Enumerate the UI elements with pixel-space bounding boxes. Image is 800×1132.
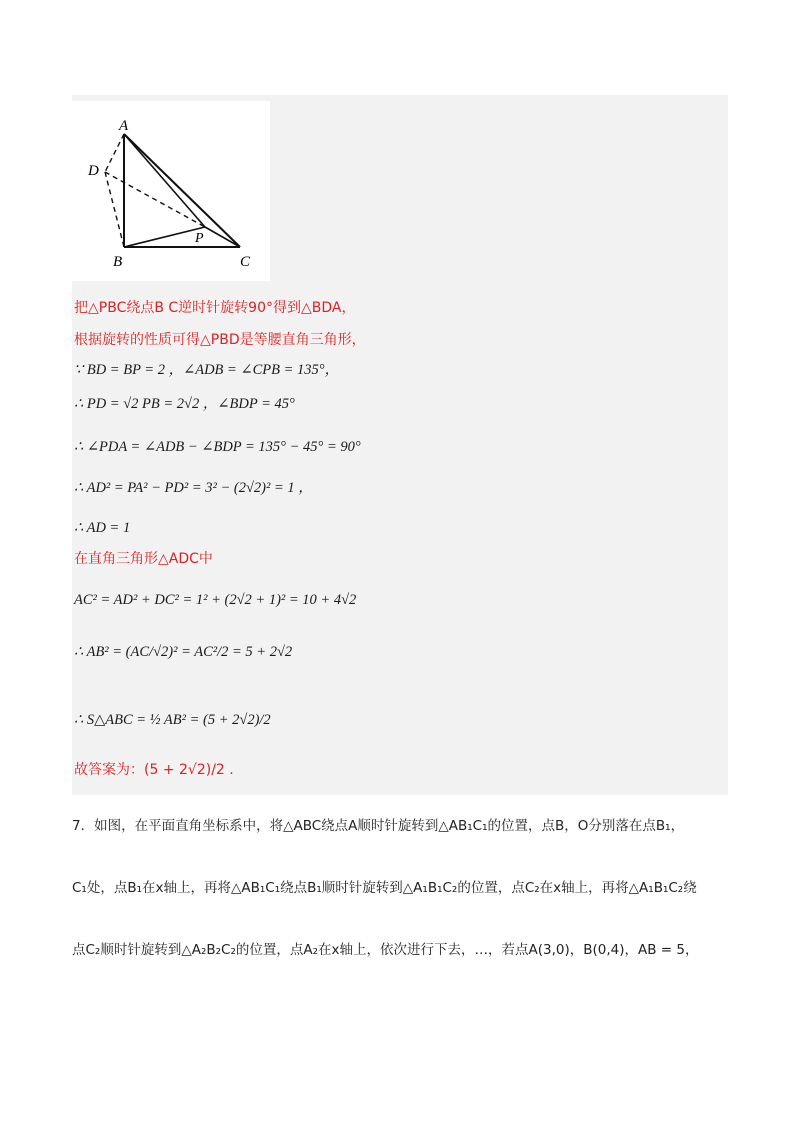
question-line-2: C₁处，点B₁在x轴上，再将△AB₁C₁绕点B₁顺时针旋转到△A₁B₁C₂的位置，点C₂在x轴上，再将△A₁B₁C₂绕 bbox=[72, 880, 697, 896]
question-line-1: 7．如图，在平面直角坐标系中，将△ABC绕点A顺时针旋转到△AB₁C₁的位置，点B，O分别落在点B₁， bbox=[72, 818, 685, 834]
segment-ac bbox=[124, 134, 240, 247]
solution-step-1: 把△PBC绕点B C逆时针旋转90°得到△BDA， bbox=[74, 300, 356, 316]
solution-step-8: 在直角三角形△ADC中 bbox=[74, 551, 213, 567]
segment-bp bbox=[124, 227, 205, 247]
label-a: A bbox=[119, 118, 129, 134]
solution-step-11: ∴ S△ABC = ½ AB² = (5 + 2√2)/2 bbox=[74, 712, 271, 728]
solution-step-2: 根据旋转的性质可得△PBD是等腰直角三角形， bbox=[74, 332, 366, 348]
geometry-figure bbox=[72, 101, 270, 281]
label-c: C bbox=[240, 254, 251, 270]
solution-step-7: ∴ AD = 1 bbox=[74, 520, 131, 536]
segment-ap bbox=[124, 134, 205, 227]
solution-step-9: AC² = AD² + DC² = 1² + (2√2 + 1)² = 10 + 4√2 bbox=[74, 592, 357, 608]
label-d: D bbox=[88, 163, 99, 179]
solution-final-answer: 故答案为：(5 + 2√2)/2 . bbox=[74, 762, 234, 778]
solution-step-5: ∴ ∠PDA = ∠ADB − ∠BDP = 135° − 45° = 90° bbox=[74, 439, 361, 455]
solution-step-10: ∴ AB² = (AC/√2)² = AC²/2 = 5 + 2√2 bbox=[74, 644, 293, 660]
triangle-diagram bbox=[72, 101, 270, 281]
solution-step-4: ∴ PD = √2 PB = 2√2 ，∠BDP = 45° bbox=[74, 396, 295, 412]
segment-ad bbox=[105, 134, 124, 172]
segment-db bbox=[105, 172, 124, 247]
solution-step-3: ∵ BD = BP = 2 ，∠ADB = ∠CPB = 135°， bbox=[74, 362, 340, 378]
label-p: P bbox=[195, 231, 204, 246]
question-line-3: 点C₂顺时针旋转到△A₂B₂C₂的位置，点A₂在x轴上，依次进行下去，…，若点A(3,0)，B(0,4)，AB = 5， bbox=[72, 942, 699, 958]
label-b: B bbox=[113, 254, 123, 270]
solution-step-6: ∴ AD² = PA² − PD² = 3² − (2√2)² = 1 ， bbox=[74, 480, 313, 496]
